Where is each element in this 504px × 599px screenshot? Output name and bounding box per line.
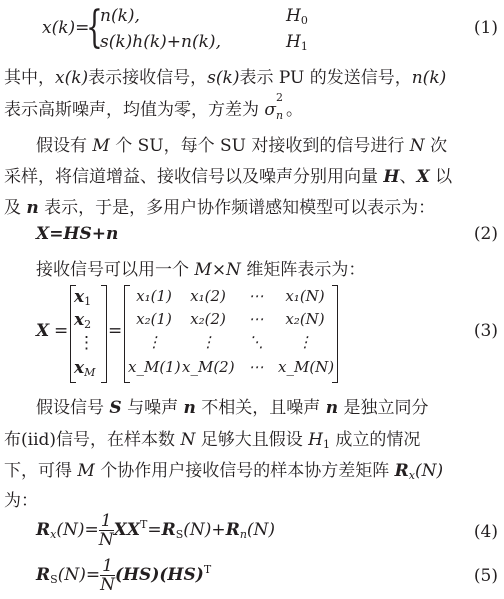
- eq1-case2-expr: s(k)h(k)+n(k),: [100, 32, 221, 52]
- matrix-cell-r1-c3: ⋯: [248, 287, 264, 305]
- equation-3: [0, 283, 504, 388]
- matrix-cell-r3-c1: ⋮: [146, 333, 162, 351]
- para4-line4: 为：: [4, 491, 38, 511]
- equation-4: $R_x(N)=$ $\frac{1}{N}$ $XX^T=R_S(N)+R_n(N)$: [36, 511, 276, 550]
- eq1-case2-cond: $H_1$: [286, 32, 308, 53]
- eq4-fraction: $\frac{1}{N}$: [98, 511, 114, 550]
- para4-line1: 假设信号 S 与噪声 n 不相关，且噪声 n 是独立同分: [36, 398, 429, 418]
- eq3-lhs: X: [36, 321, 50, 341]
- eq1-brace: {: [86, 2, 103, 53]
- eq4-number: (4): [473, 522, 498, 542]
- eq1-case1-cond: $H_0$: [286, 6, 308, 27]
- matrix-cell-r4-c1: x_M(1): [128, 358, 181, 376]
- vector-entry-1: $x_1$: [74, 287, 92, 308]
- vector-entry-3: ⋮: [78, 333, 95, 353]
- para1-line1: 其中，x(k)表示接收信号，s(k)表示 PU 的发送信号，n(k): [4, 68, 447, 88]
- para2-line3: 及 n 表示，于是，多用户协作频谱感知模型可以表示为：: [4, 198, 436, 218]
- matrix-cell-r3-c4: ⋮: [297, 333, 313, 351]
- equation-2: X=HS+n: [36, 224, 119, 244]
- eq3-equals-2: =: [108, 321, 123, 341]
- eq5-fraction: $\frac{1}{N}$: [100, 556, 115, 595]
- matrix-cell-r2-c1: x₂(1): [136, 310, 172, 328]
- equation-5: $R_S(N)=$ $\frac{1}{N}$ (HS)(HS)$^T$: [36, 556, 212, 595]
- vector-entry-4: $x_M$: [74, 358, 96, 379]
- vector-right-bracket: [101, 285, 107, 383]
- matrix-cell-r4-c2: x_M(2): [182, 358, 235, 376]
- para2-line2: 采样，将信道增益、接收信号以及噪声分别用向量 H、X 以: [4, 167, 453, 187]
- matrix-cell-r2-c3: ⋯: [248, 310, 264, 328]
- matrix-cell-r3-c3: ⋱: [248, 333, 264, 351]
- eq1-number: (1): [473, 18, 498, 38]
- matrix-cell-r2-c4: x₂(N): [285, 310, 325, 328]
- para1-line2: 表示高斯噪声，均值为零，方差为 σ 2 n 。: [4, 91, 304, 122]
- para3: 接收信号可以用一个 M×N 维矩阵表示为：: [36, 260, 366, 280]
- matrix-cell-r2-c2: x₂(2): [190, 310, 226, 328]
- matrix-cell-r1-c2: x₁(2): [190, 287, 226, 305]
- matrix-cell-r1-c4: x₁(N): [285, 287, 325, 305]
- para4-line2: 布(iid)信号，在样本数 N 足够大且假设 $H_1$ 成立的情况: [4, 430, 421, 451]
- para2-line1: 假设有 M 个 SU，每个 SU 对接收到的信号进行 N 次: [36, 136, 448, 156]
- eq3-number: (3): [473, 321, 498, 341]
- vector-entry-2: $x_2$: [74, 310, 92, 331]
- eq2-number: (2): [473, 224, 498, 244]
- matrix-cell-r3-c2: ⋮: [200, 333, 216, 351]
- para4-line3: 下，可得 M 个协作用户接收信号的样本协方差矩阵 $R_x(N)$: [4, 461, 444, 482]
- equation-1: [0, 4, 504, 54]
- eq5-number: (5): [473, 566, 498, 586]
- matrix-cell-r4-c4: x_M(N): [278, 358, 335, 376]
- eq3-equals-1: =: [54, 321, 69, 341]
- matrix-cell-r4-c3: ⋯: [248, 358, 264, 376]
- matrix-cell-r1-c1: x₁(1): [136, 287, 172, 305]
- eq1-case1-expr: n(k),: [100, 6, 140, 26]
- eq1-lhs: x(k)=: [42, 18, 90, 38]
